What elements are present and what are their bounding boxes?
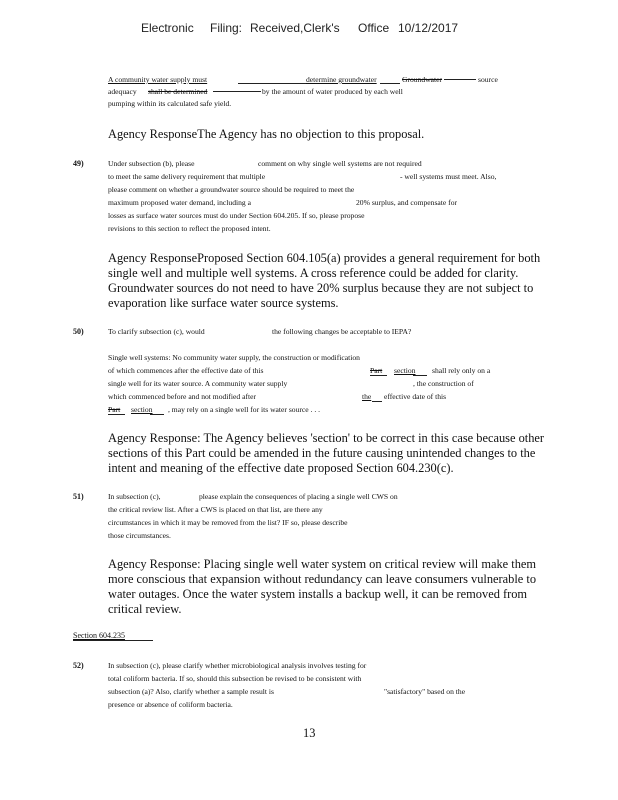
q50-para4c: effective date of this xyxy=(384,392,447,401)
section-underline xyxy=(73,640,153,641)
q49-line6: revisions to this section to reflect the proposed intent. xyxy=(108,224,271,233)
q52-line4: presence or absence of coliform bacteria. xyxy=(108,700,233,709)
q49-line2a: to meet the same delivery requirement that multiple xyxy=(108,172,266,181)
block48-line1a: A community water supply must xyxy=(108,75,208,84)
q50-para5c: , may rely on a single well for its water source . . . xyxy=(168,405,321,414)
q49-line2b: - well systems must meet. Also, xyxy=(400,172,497,181)
agency-response-51-line2: more conscious that expansion without redundancy can leave consumers vulnerable to xyxy=(108,572,537,586)
q49-line1a: Under subsection (b), please xyxy=(108,159,195,168)
q50-para5a-deleted: Part xyxy=(108,405,121,414)
q50-para2b-deleted: Part xyxy=(370,366,383,375)
agency-response-48: Agency ResponseThe Agency has no objection to this proposal. xyxy=(108,127,425,141)
q49-line1b: comment on why single well systems are not required xyxy=(258,159,422,168)
q50-line1b: the following changes be acceptable to IEPA? xyxy=(272,327,412,336)
q49-line4b: 20% surplus, and compensate for xyxy=(356,198,458,207)
deletion-underline xyxy=(370,375,387,376)
agency-response-49-line4: evaporation like surface water source systems. xyxy=(108,296,339,310)
block48-line2b: shall be determined xyxy=(148,87,208,96)
q51-line1a: In subsection (c), xyxy=(108,492,161,501)
q50-para1: Single well systems: No community water supply, the construction or modification xyxy=(108,353,360,362)
deletion-underline xyxy=(108,414,125,415)
q52-line3a: subsection (a)? Also, clarify whether a sample result is xyxy=(108,687,274,696)
insertion-line xyxy=(238,83,306,84)
block48-line1b: determine groundwater xyxy=(306,75,377,84)
block48-line2c: by the amount of water produced by each well xyxy=(262,87,403,96)
q50-para5b-inserted: section xyxy=(131,405,153,414)
agency-response-49-line1: Agency ResponseProposed Section 604.105(a) provides a general requirement for both xyxy=(108,251,541,265)
block48-line2a: adequacy xyxy=(108,87,137,96)
q50-para4b-inserted: the xyxy=(362,392,372,401)
deletion-line xyxy=(213,91,261,92)
agency-response-51-line1: Agency Response: Placing single well water system on critical review will make them xyxy=(108,557,537,571)
header-date: 10/12/2017 xyxy=(398,21,459,35)
agency-response-49-line3: Groundwater sources do not need to have 20% surplus because they are not subject to xyxy=(108,281,534,295)
agency-response-50-line3: intent and meaning of the effective date proposed Section 604.230(c). xyxy=(108,461,454,475)
insertion-line xyxy=(150,414,164,415)
page-number: 13 xyxy=(303,726,316,740)
q50-para2a: of which commences after the effective date of this xyxy=(108,366,264,375)
q52-line3b: "satisfactory" based on the xyxy=(384,687,466,696)
header-filing: Filing: xyxy=(210,21,243,35)
agency-response-49-line2: single well and multiple well systems. A cross reference could be added for clarity. xyxy=(108,266,519,280)
block48-line1c: Groundwater xyxy=(402,75,443,84)
q51-line2: the critical review list. After a CWS is placed on that list, are there any xyxy=(108,505,323,514)
question-number-50: 50) xyxy=(73,327,84,336)
q50-para4a: which commenced before and not modified after xyxy=(108,392,257,401)
q50-para3b: , the construction of xyxy=(413,379,474,388)
q51-line1b: please explain the consequences of placing a single well CWS on xyxy=(199,492,398,501)
q49-line5: losses as surface water sources must do under Section 604.205. If so, please propose xyxy=(108,211,365,220)
q50-para3a: single well for its water source. A community water supply xyxy=(108,379,288,388)
q50-para2d: shall rely only on a xyxy=(432,366,491,375)
question-number-49: 49) xyxy=(73,159,84,168)
q52-line2: total coliform bacteria. If so, should this subsection be revised to be consistent with xyxy=(108,674,362,683)
block48-line1d: source xyxy=(478,75,498,84)
q51-line4: those circumstances. xyxy=(108,531,171,540)
section-heading: Section 604.235 xyxy=(73,631,125,640)
q49-line3: please comment on whether a groundwater source should be required to meet the xyxy=(108,185,355,194)
q50-line1a: To clarify subsection (c), would xyxy=(108,327,205,336)
insertion-line xyxy=(380,83,400,84)
header-office: Office xyxy=(358,21,390,35)
deletion-line xyxy=(444,79,476,80)
q52-line1: In subsection (c), please clarify whether microbiological analysis involves testing for xyxy=(108,661,367,670)
agency-response-51-line3: water outages. Once the water system installs a backup well, it can be removed from xyxy=(108,587,528,601)
q50-para2c-inserted: section xyxy=(394,366,416,375)
insertion-line xyxy=(372,401,382,402)
q49-line4a: maximum proposed water demand, including a xyxy=(108,198,251,207)
insertion-line xyxy=(413,375,427,376)
block48-line3: pumping within its calculated safe yield. xyxy=(108,99,232,108)
question-number-52: 52) xyxy=(73,661,84,670)
agency-response-51-line4: critical review. xyxy=(108,602,182,616)
question-number-51: 51) xyxy=(73,492,84,501)
agency-response-50-line1: Agency Response: The Agency believes 'section' to be correct in this case because other xyxy=(108,431,545,445)
agency-response-50-line2: sections of this Part could be amended in the future causing unintended changes to the xyxy=(108,446,536,460)
header-electronic: Electronic xyxy=(141,21,194,35)
header-received: Received,Clerk's xyxy=(250,21,340,35)
q51-line3: circumstances in which it may be removed from the list? IF so, please describe xyxy=(108,518,348,527)
